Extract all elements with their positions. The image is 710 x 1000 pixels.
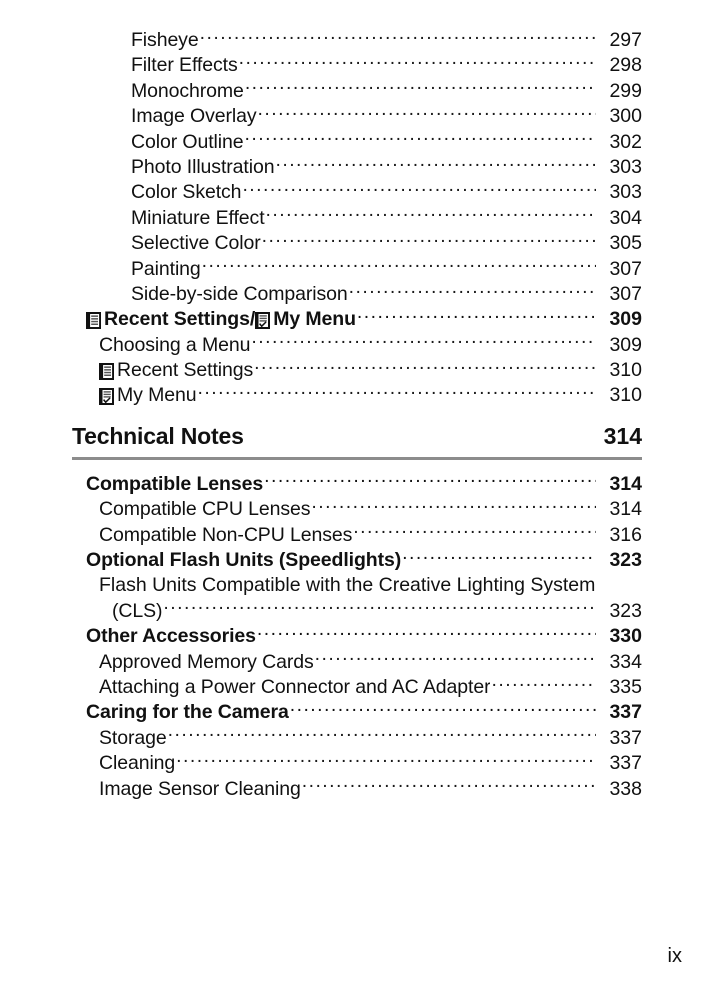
toc-entry-page-number: 303 [609, 155, 642, 178]
toc-entry-title: Recent Settings/ My Menu [86, 307, 356, 332]
toc-entry[interactable] [0, 472, 710, 497]
dot-leader [264, 474, 596, 490]
chapter-band [0, 423, 710, 460]
toc-entry-title: Approved Memory Cards [99, 650, 314, 673]
toc-entry-title: Compatible CPU Lenses [99, 498, 311, 521]
toc-entry[interactable] [0, 206, 710, 231]
dot-leader [302, 779, 596, 795]
dot-leader [168, 728, 596, 744]
toc-entry[interactable] [0, 624, 710, 649]
toc-entry-title: Monochrome [131, 79, 244, 102]
toc-entry[interactable] [0, 307, 710, 332]
toc-entry[interactable] [0, 599, 710, 624]
toc-entry-page-number: 337 [609, 701, 642, 724]
toc-entry-page-number: 316 [609, 523, 642, 546]
toc-entry-page-number: 337 [609, 726, 642, 749]
dot-leader [258, 106, 597, 122]
toc-entry-page-number: 305 [609, 232, 642, 255]
dot-leader [266, 208, 596, 224]
toc-entry-title: Attaching a Power Connector and AC Adapter [99, 675, 491, 698]
dot-leader [198, 385, 597, 401]
toc-entry[interactable] [0, 650, 710, 675]
toc-entry[interactable] [0, 104, 710, 129]
toc-entry-title: Color Outline [131, 130, 244, 153]
toc-entry[interactable] [0, 548, 710, 573]
toc-entry-title: Photo Illustration [131, 155, 275, 178]
toc-body [0, 28, 710, 802]
toc-entry-page-number: 310 [609, 359, 642, 382]
toc-entry-page-number: 335 [609, 675, 642, 698]
toc-entry-title: Compatible Non-CPU Lenses [99, 523, 353, 546]
toc-entry[interactable] [0, 497, 710, 522]
toc-entry-page-number: 330 [609, 625, 642, 648]
toc-entry[interactable] [0, 751, 710, 776]
toc-entry-page-number: 303 [609, 181, 642, 204]
toc-entry-title: Cleaning [99, 752, 176, 775]
toc-entry-page-number: 309 [609, 333, 642, 356]
toc-entry-title: Recent Settings [99, 358, 253, 383]
toc-entry[interactable] [0, 700, 710, 725]
dot-leader [402, 550, 596, 566]
dot-leader [245, 132, 596, 148]
toc-entry-page-number: 323 [609, 549, 642, 572]
toc-entry-page-number: 299 [609, 79, 642, 102]
toc-entry-title: Image Sensor Cleaning [99, 777, 301, 800]
toc-entry-title: Filter Effects [131, 54, 238, 77]
toc-entry-page-number: 300 [609, 105, 642, 128]
toc-entry[interactable] [0, 333, 710, 358]
dot-leader [290, 702, 596, 718]
toc-entry-title: Compatible Lenses [86, 472, 264, 495]
toc-entry[interactable] [0, 523, 710, 548]
toc-entry-title: Optional Flash Units (Speedlights) [86, 549, 402, 572]
toc-entry-title: Miniature Effect [131, 206, 265, 229]
dot-leader [262, 233, 596, 249]
recent-settings-entry-list [0, 307, 710, 409]
toc-entry-title: (CLS) [112, 599, 163, 622]
toc-entry-title: Side-by-side Comparison [131, 282, 348, 305]
dot-leader [200, 30, 596, 46]
toc-entry[interactable] [0, 675, 710, 700]
toc-entry-page-number: 310 [609, 384, 642, 407]
toc-entry-page-number: 314 [609, 472, 642, 495]
dot-leader [251, 335, 596, 351]
toc-entry[interactable] [0, 53, 710, 78]
toc-entry[interactable] [0, 257, 710, 282]
toc-entry-title: Caring for the Camera [86, 701, 289, 724]
chapter-heading-block [0, 423, 710, 460]
toc-entry[interactable] [0, 358, 710, 383]
toc-entry-page-number: 334 [609, 650, 642, 673]
dot-leader [254, 360, 596, 376]
dot-leader [163, 601, 596, 617]
toc-entry-title: Painting [131, 257, 201, 280]
my-menu-icon [255, 312, 270, 329]
chapter-divider-rule [72, 457, 642, 460]
dot-leader [176, 753, 596, 769]
dot-leader [315, 652, 596, 668]
toc-entry-wrapped-line[interactable] [0, 573, 710, 598]
toc-entry-page-number: 307 [609, 257, 642, 280]
toc-entry[interactable] [0, 282, 710, 307]
toc-entry-title: Fisheye [131, 29, 199, 51]
technical-notes-entry-list [0, 472, 710, 802]
dot-leader [353, 525, 596, 541]
toc-entry[interactable] [0, 231, 710, 256]
toc-entry-page-number: 307 [609, 282, 642, 305]
toc-entry[interactable] [0, 777, 710, 802]
toc-entry-page-number: 309 [609, 308, 642, 331]
toc-entry-title: Selective Color [131, 232, 261, 255]
toc-entry-page-number: 337 [609, 752, 642, 775]
dot-leader [239, 55, 596, 71]
toc-entry-title: Storage [99, 726, 167, 749]
toc-entry-title: Other Accessories [86, 625, 256, 648]
recent-settings-icon [99, 363, 114, 380]
toc-entry-title: Color Sketch [131, 181, 242, 204]
toc-entry[interactable] [0, 726, 710, 751]
my-menu-icon [99, 388, 114, 405]
toc-entry[interactable] [0, 383, 710, 408]
retouch-menu-entry-list [0, 28, 710, 307]
toc-entry[interactable] [0, 180, 710, 205]
toc-entry-page-number: 297 [609, 29, 642, 51]
toc-entry-page-number: 338 [609, 777, 642, 800]
toc-entry[interactable] [0, 130, 710, 155]
dot-leader [202, 259, 596, 275]
toc-entry[interactable] [0, 79, 710, 104]
toc-entry-title: Image Overlay [131, 105, 257, 128]
toc-entry-page-number: 323 [609, 599, 642, 622]
dot-leader [357, 309, 596, 325]
toc-entry-title: Choosing a Menu [99, 333, 251, 356]
toc-entry-page-number: 304 [609, 206, 642, 229]
dot-leader [275, 157, 596, 173]
dot-leader [245, 81, 596, 97]
toc-entry-page-number: 302 [609, 130, 642, 153]
toc-entry[interactable] [0, 155, 710, 180]
toc-entry-page-number: 298 [609, 54, 642, 77]
dot-leader [242, 182, 596, 198]
toc-entry-page-number: 314 [609, 498, 642, 521]
toc-entry-title: My Menu [99, 383, 197, 408]
toc-entry[interactable] [0, 28, 710, 53]
chapter-title: Technical Notes [72, 422, 244, 449]
dot-leader [311, 499, 596, 515]
dot-leader [349, 284, 596, 300]
dot-leader [257, 626, 596, 642]
page-folio: ix [667, 945, 682, 967]
recent-settings-icon [86, 312, 101, 329]
toc-entry-title: Flash Units Compatible with the Creative Lighting System [99, 574, 596, 597]
dot-leader [491, 677, 596, 693]
chapter-page-number: 314 [603, 422, 642, 449]
